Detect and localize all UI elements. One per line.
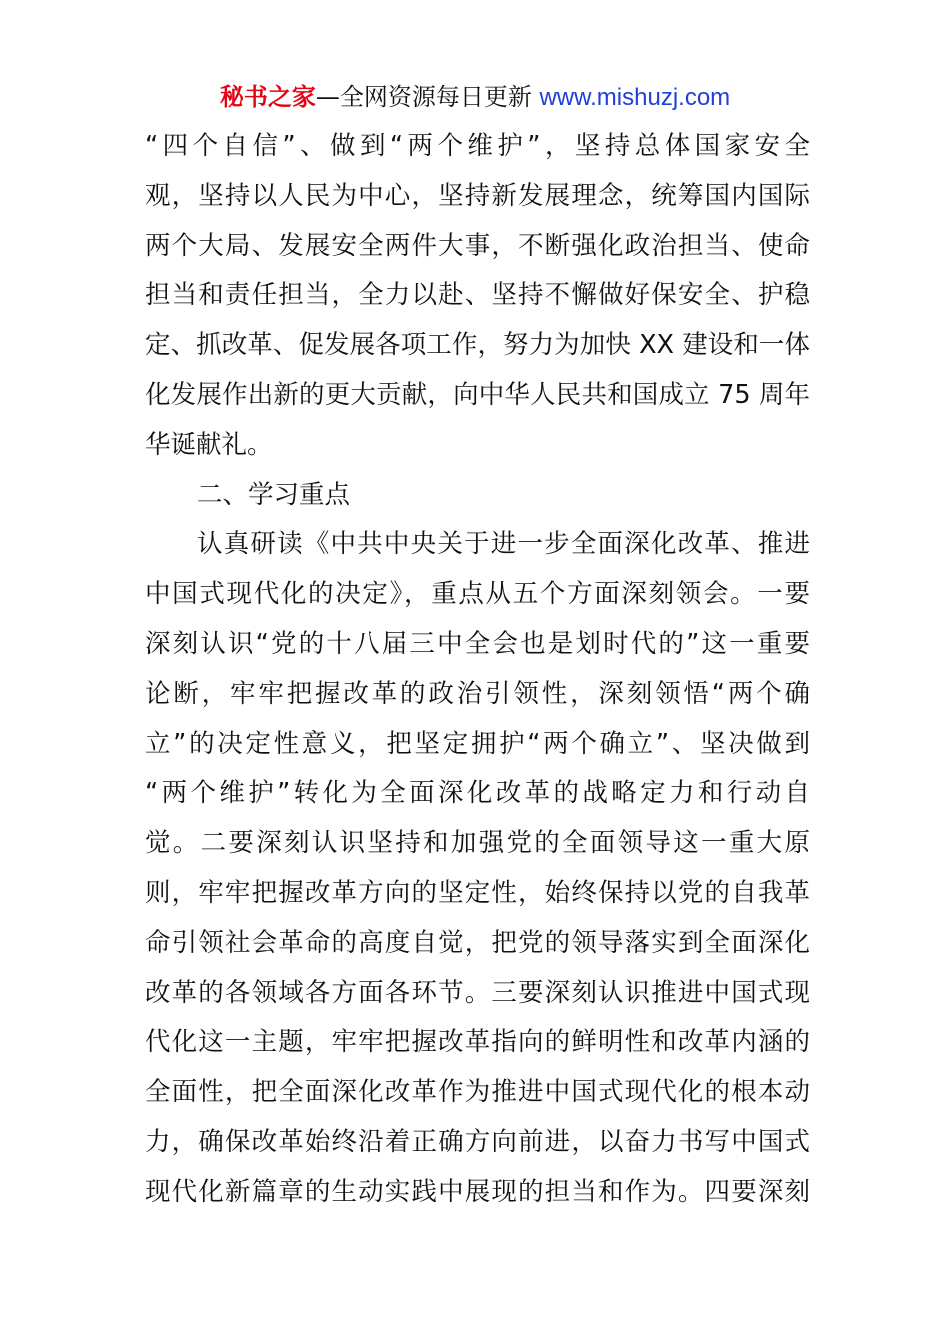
text-line: 觉。二要深刻认识坚持和加强党的全面领导这一重大原 bbox=[145, 828, 810, 859]
text-line: 深刻认识“党的十八届三中全会也是划时代的”这一重要 bbox=[145, 628, 810, 659]
text-line: “两个维护”转化为全面深化改革的战略定力和行动自 bbox=[145, 778, 810, 809]
text-line: 立”的决定性意义，把坚定拥护“两个确立”、坚决做到 bbox=[145, 728, 810, 759]
text-line: “四个自信”、做到“两个维护”，坚持总体国家安全 bbox=[145, 131, 810, 161]
brand-name: 秘书之家 bbox=[219, 83, 316, 111]
text-line: 化发展作出新的更大贡献，向中华人民共和国成立 75 周年 bbox=[145, 379, 810, 410]
site-url[interactable]: www.mishuzj.com bbox=[539, 84, 731, 111]
page-header bbox=[0, 80, 950, 115]
paragraph-first-line: 认真研读《中共中央关于进一步全面深化改革、推进 bbox=[197, 529, 810, 560]
header-tagline: —全网资源每日更新 bbox=[315, 83, 532, 111]
text-line: 改革的各领域各方面各环节。三要深刻认识推进中国式现 bbox=[145, 977, 810, 1008]
text-line: 命引领社会革命的高度自觉，把党的领导落实到全面深化 bbox=[145, 927, 810, 958]
text-line: 观，坚持以人民为中心，坚持新发展理念，统筹国内国际 bbox=[145, 180, 810, 211]
text-line: 担当和责任担当，全力以赴、坚持不懈做好保安全、护稳 bbox=[145, 280, 810, 311]
document-body bbox=[145, 122, 810, 1218]
text-line: 则，牢牢把握改革方向的坚定性，始终保持以党的自我革 bbox=[145, 877, 810, 908]
text-line: 代化这一主题，牢牢把握改革指向的鲜明性和改革内涵的 bbox=[145, 1027, 810, 1058]
text-line: 定、抓改革、促发展各项工作，努力为加快 XX 建设和一体 bbox=[145, 330, 810, 361]
text-line: 中国式现代化的决定》，重点从五个方面深刻领会。一要 bbox=[145, 579, 810, 610]
text-line: 现代化新篇章的生动实践中展现的担当和作为。四要深刻 bbox=[145, 1176, 810, 1207]
text-line: 论断，牢牢把握改革的政治引领性，深刻领悟“两个确 bbox=[145, 678, 810, 709]
text-line: 全面性，把全面深化改革作为推进中国式现代化的根本动 bbox=[145, 1077, 810, 1108]
text-line: 两个大局、发展安全两件大事，不断强化政治担当、使命 bbox=[145, 230, 810, 261]
text-line: 力，确保改革始终沿着正确方向前进，以奋力书写中国式 bbox=[145, 1126, 810, 1157]
section-heading: 二、学习重点 bbox=[197, 479, 351, 510]
text-line-paragraph-end: 华诞献礼。 bbox=[145, 429, 273, 460]
